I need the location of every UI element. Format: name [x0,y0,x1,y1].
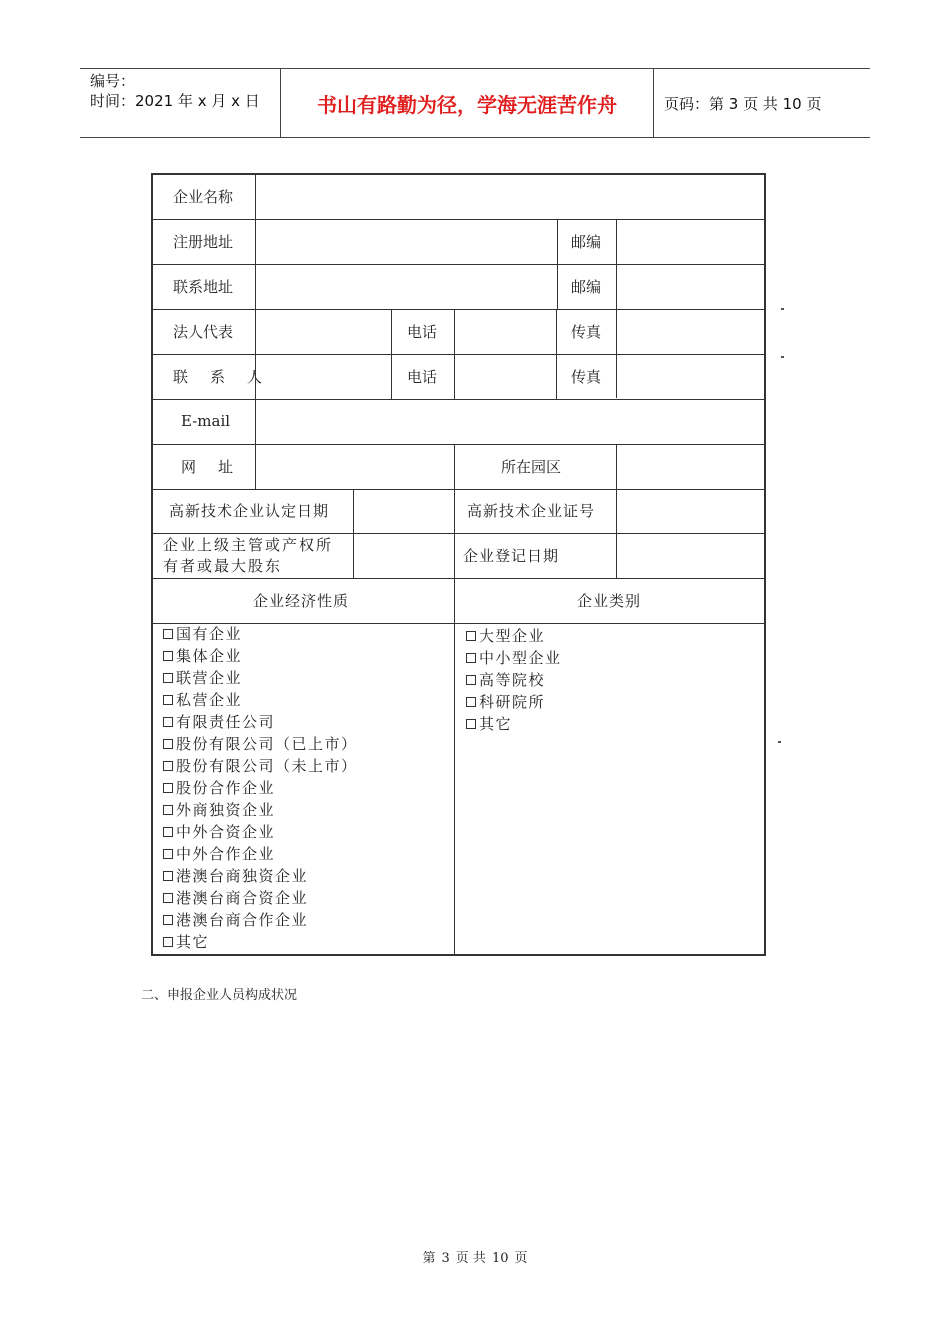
footer-page-number: 3 [441,1251,450,1266]
superior-field[interactable] [355,535,453,577]
checkbox-icon [163,893,173,903]
checkbox-icon [163,937,173,947]
document-time-label: 时间：2021 年 x 月 x 日 [90,92,260,110]
fax-field-2[interactable] [618,356,762,398]
registration-date-field[interactable] [618,535,762,577]
checkbox-icon [466,675,476,685]
checkbox-category[interactable] [466,714,512,734]
checkbox-icon [163,805,173,815]
checkbox-label: 港澳台商合资企业 [176,889,309,907]
legal-representative-label: 法人代表 [173,323,234,341]
scan-speck [778,741,781,743]
email-label: E-mail [181,412,231,430]
phone-label-1: 电话 [407,323,438,341]
footer-suffix: 页 [514,1251,528,1266]
checkbox-label: 股份有限公司（未上市） [176,757,358,775]
checkbox-label: 国有企业 [176,625,243,643]
checkbox-label: 集体企业 [176,647,243,665]
contact-address-label: 联系地址 [173,278,234,296]
checkbox-economic-nature[interactable] [163,888,308,908]
checkbox-category[interactable] [466,626,545,646]
checkbox-icon [163,827,173,837]
checkbox-icon [163,783,173,793]
checkbox-label: 外商独资企业 [176,801,276,819]
phone-label-2: 电话 [407,368,438,386]
contact-person-label: 联系人 [173,368,285,386]
legal-representative-field[interactable] [257,311,389,353]
checkbox-economic-nature[interactable] [163,844,275,864]
contact-person-field[interactable] [257,356,389,398]
registered-address-field[interactable] [257,221,555,263]
hitech-cert-field[interactable] [618,491,762,532]
hitech-cert-label: 高新技术企业证号 [467,502,596,520]
checkbox-economic-nature[interactable] [163,910,308,930]
category-header: 企业类别 [577,592,642,610]
checkbox-economic-nature[interactable] [163,932,209,952]
scan-speck [781,356,784,358]
company-name-field[interactable] [257,177,761,217]
document-number-label: 编号： [90,72,136,90]
checkbox-icon [466,631,476,641]
fax-label-2: 传真 [571,368,602,386]
email-field[interactable] [257,401,761,443]
checkbox-label: 港澳台商独资企业 [176,867,309,885]
postcode-field-2[interactable] [618,266,762,308]
checkbox-label: 中外合资企业 [176,823,276,841]
checkbox-economic-nature[interactable] [163,756,358,776]
checkbox-icon [163,915,173,925]
checkbox-icon [163,651,173,661]
checkbox-label: 高等院校 [479,671,546,689]
checkbox-economic-nature[interactable] [163,800,275,820]
checkbox-category[interactable] [466,692,545,712]
checkbox-icon [163,739,173,749]
checkbox-label: 中小型企业 [479,649,562,667]
website-field[interactable] [257,446,453,488]
website-label: 网址 [181,458,256,476]
postcode-label-1: 邮编 [571,233,602,251]
checkbox-label: 有限责任公司 [176,713,276,731]
checkbox-economic-nature[interactable] [163,822,275,842]
checkbox-label: 其它 [479,715,513,733]
checkbox-icon [163,761,173,771]
checkbox-economic-nature[interactable] [163,866,308,886]
scan-speck [781,308,784,310]
registered-address-label: 注册地址 [173,233,234,251]
footer-mid: 页 共 [455,1251,486,1266]
checkbox-label: 中外合作企业 [176,845,276,863]
fax-field-1[interactable] [618,311,762,353]
checkbox-economic-nature[interactable] [163,668,242,688]
page-header [80,68,870,138]
checkbox-economic-nature[interactable] [163,646,242,666]
superior-label-line2: 有者或最大股东 [163,557,283,575]
checkbox-economic-nature[interactable] [163,690,242,710]
checkbox-icon [163,629,173,639]
checkbox-icon [163,673,173,683]
registration-date-label: 企业登记日期 [463,547,560,565]
checkbox-economic-nature[interactable] [163,624,242,644]
checkbox-economic-nature[interactable] [163,712,275,732]
checkbox-icon [163,695,173,705]
checkbox-category[interactable] [466,648,562,668]
hitech-date-field[interactable] [355,491,453,532]
checkbox-icon [466,697,476,707]
phone-field-2[interactable] [456,356,554,398]
checkbox-label: 科研院所 [479,693,546,711]
checkbox-icon [163,849,173,859]
checkbox-label: 私营企业 [176,691,243,709]
footer-total-pages: 10 [491,1251,509,1266]
checkbox-label: 其它 [176,933,210,951]
economic-nature-header: 企业经济性质 [253,592,350,610]
park-label: 所在园区 [501,458,562,476]
header-meta-cell [80,69,281,137]
page-footer [0,1247,950,1266]
footer-prefix: 第 [422,1251,436,1266]
postcode-field-1[interactable] [618,221,762,263]
checkbox-label: 港澳台商合作企业 [176,911,309,929]
header-page-info: 页码：第 3 页 共 10 页 [664,94,822,113]
checkbox-economic-nature[interactable] [163,734,358,754]
checkbox-icon [163,871,173,881]
header-motto: 书山有路勤为径，学海无涯苦作舟 [281,69,654,137]
phone-field-1[interactable] [456,311,554,353]
checkbox-category[interactable] [466,670,545,690]
hitech-date-label: 高新技术企业认定日期 [169,502,330,520]
park-field[interactable] [618,446,762,488]
contact-address-field[interactable] [257,266,555,308]
checkbox-economic-nature[interactable] [163,778,275,798]
checkbox-label: 股份有限公司（已上市） [176,735,358,753]
checkbox-label: 大型企业 [479,627,546,645]
checkbox-icon [163,717,173,727]
superior-label-line1: 企业上级主管或产权所 [163,536,334,554]
postcode-label-2: 邮编 [571,278,602,296]
enterprise-info-form [151,173,766,956]
section-title: 二、申报企业人员构成状况 [141,988,298,1003]
company-name-label: 企业名称 [173,188,234,206]
checkbox-icon [466,653,476,663]
fax-label-1: 传真 [571,323,602,341]
checkbox-label: 联营企业 [176,669,243,687]
checkbox-icon [466,719,476,729]
checkbox-label: 股份合作企业 [176,779,276,797]
